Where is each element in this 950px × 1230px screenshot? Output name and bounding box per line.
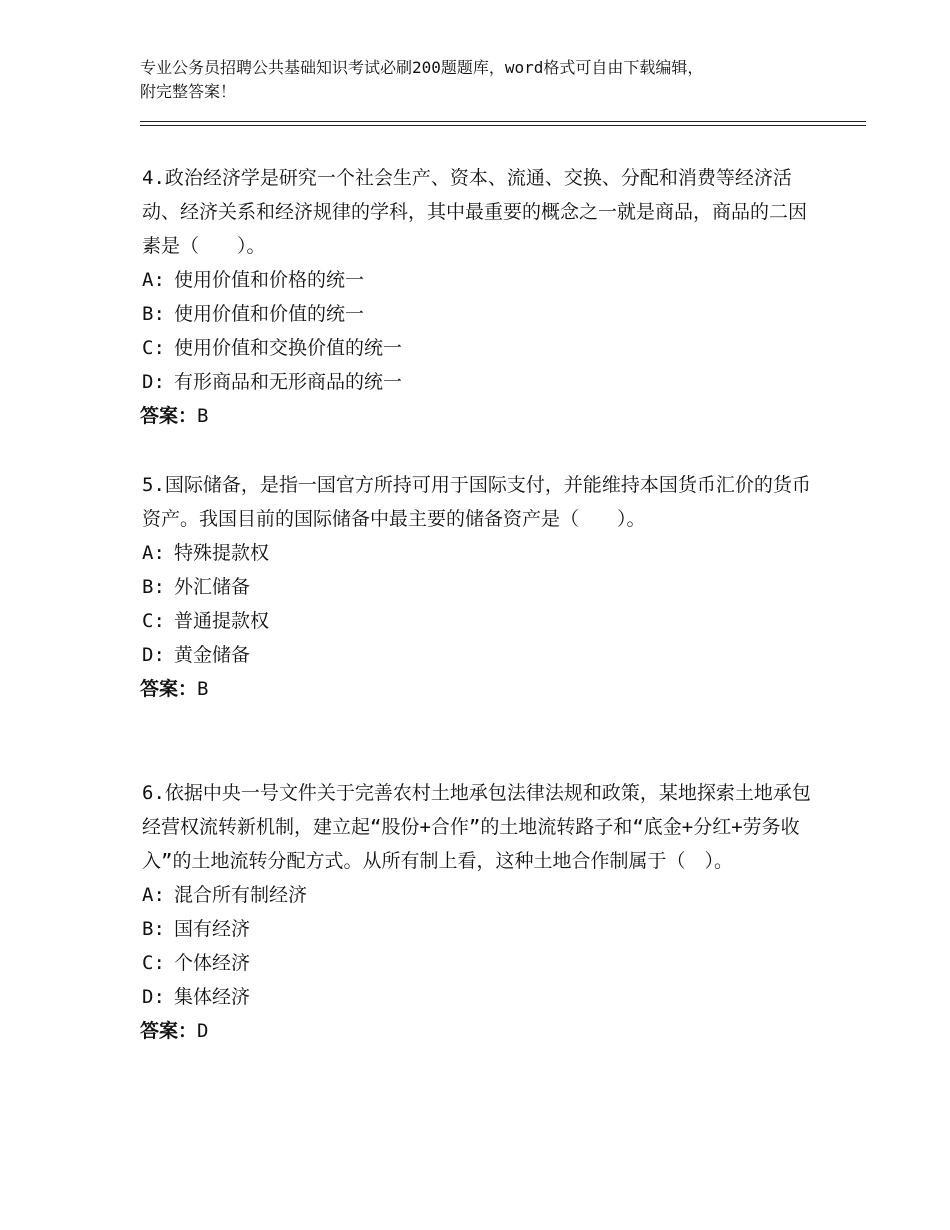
answer-label: 答案： bbox=[140, 678, 198, 700]
option-b: B: 国有经济 bbox=[142, 918, 251, 940]
answer-value: B bbox=[197, 405, 209, 427]
option-c: C: 使用价值和交换价值的统一 bbox=[142, 337, 403, 359]
option-a: A: 混合所有制经济 bbox=[142, 884, 308, 906]
option-c: C: 个体经济 bbox=[142, 952, 251, 974]
answer-line bbox=[140, 672, 820, 706]
header-line-2: 附完整答案！ bbox=[140, 82, 237, 101]
question-stem: 6.依据中央一号文件关于完善农村土地承包法律法规和政策，某地探索土地承包经营权流转新机制，建立起“股份+合作”的土地流转路子和“底金+分红+劳务收入”的土地流转分配方式。从所有制上看，这种土地合作制属于（ ）。 bbox=[142, 782, 811, 872]
answer-line bbox=[140, 1014, 820, 1048]
answer-line bbox=[140, 399, 820, 433]
option-d: D: 有形商品和无形商品的统一 bbox=[142, 371, 403, 393]
question-block bbox=[140, 776, 820, 1048]
option-d: D: 集体经济 bbox=[142, 986, 251, 1008]
question-block bbox=[140, 468, 820, 706]
header-divider-bottom bbox=[140, 125, 866, 126]
header-divider-top bbox=[140, 121, 866, 122]
question-block bbox=[140, 161, 820, 433]
answer-value: D bbox=[197, 1020, 209, 1042]
answer-label: 答案： bbox=[140, 1020, 198, 1042]
answer-label: 答案： bbox=[140, 405, 198, 427]
option-b: B: 使用价值和价值的统一 bbox=[142, 303, 365, 325]
option-c: C: 普通提款权 bbox=[142, 610, 270, 632]
option-b: B: 外汇储备 bbox=[142, 576, 251, 598]
option-a: A: 使用价值和价格的统一 bbox=[142, 269, 365, 291]
document-header bbox=[140, 56, 840, 104]
option-d: D: 黄金储备 bbox=[142, 644, 251, 666]
question-stem: 5.国际储备，是指一国官方所持可用于国际支付，并能维持本国货币汇价的货币资产。我国目前的国际储备中最主要的储备资产是（ ）。 bbox=[142, 474, 811, 530]
question-stem: 4.政治经济学是研究一个社会生产、资本、流通、交换、分配和消费等经济活动、经济关系和经济规律的学科，其中最重要的概念之一就是商品，商品的二因素是（ ）。 bbox=[142, 167, 808, 257]
header-line-1: 专业公务员招聘公共基础知识考试必刷200题题库，word格式可自由下载编辑， bbox=[140, 58, 704, 77]
answer-value: B bbox=[197, 678, 209, 700]
option-a: A: 特殊提款权 bbox=[142, 542, 270, 564]
